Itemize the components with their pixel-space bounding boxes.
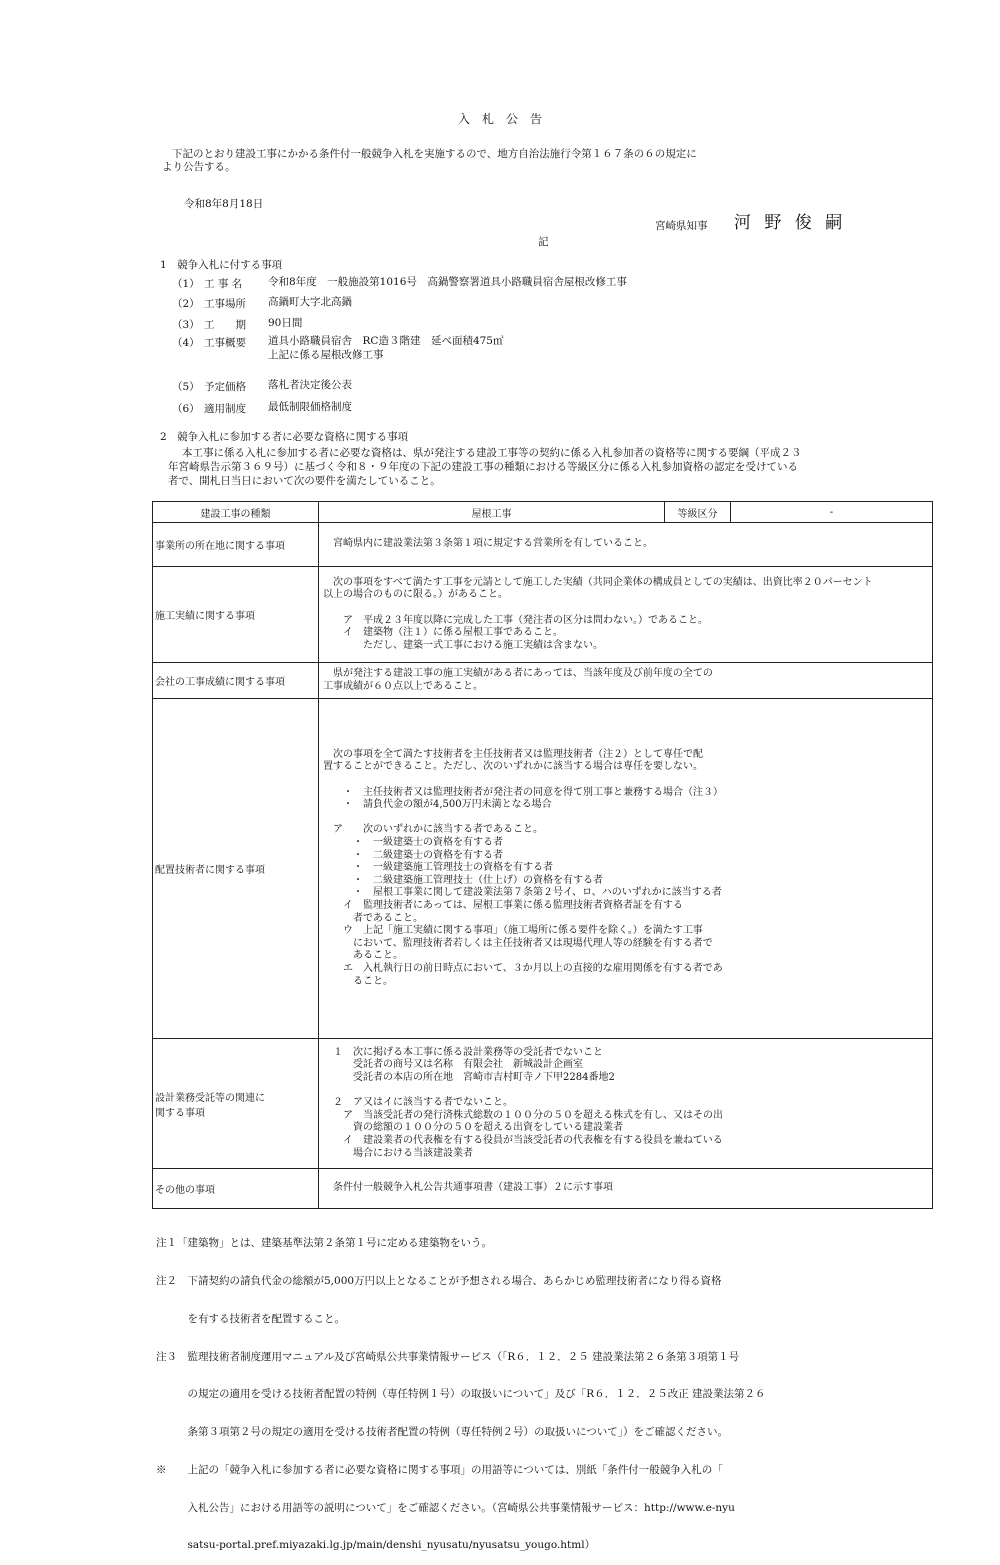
item-value: 90日間: [268, 317, 303, 329]
row-label: 設計業務受託等の関連に 関する事項: [153, 1039, 319, 1169]
item-number: （6）: [172, 403, 200, 415]
item-label: 適用制度: [204, 403, 246, 415]
note-line: 注２ 下請契約の請負代金の総額が5,000万円以上となることが予想される場合、あらかじめ監理技術者になり得る資格: [156, 1274, 722, 1287]
item-number: （5）: [172, 381, 200, 393]
row-label: 施工実績に関する事項: [153, 567, 319, 663]
note-line: satsu-portal.pref.miyazaki.lg.jp/main/denshi_nyusatu/nyusatsu_yougo.html）: [156, 1539, 596, 1552]
note-line: 注３ 監理技術者制度運用マニュアル及び宮崎県公共事業情報サービス（「R６．１２．２５ 建設業法第２６条第３項第１号: [156, 1350, 740, 1363]
row-label: 事業所の所在地に関する事項: [153, 523, 319, 567]
table-row: [153, 1039, 933, 1169]
row-content: 条件付一般競争入札公告共通事項書（建設工事）２に示す事項: [323, 1182, 613, 1194]
kind-value: 屋根工事: [319, 502, 665, 523]
issuer-title: 宮崎県知事: [655, 220, 708, 232]
table-row: [153, 699, 933, 1039]
item-number: （2）: [172, 298, 200, 310]
item-value: 最低制限価格制度: [268, 401, 352, 413]
notice-title: 入 札 公 告: [457, 112, 542, 126]
item-number: （4）: [172, 337, 200, 349]
note-line: 注１「建築物」とは、建築基準法第２条第１号に定める建築物をいう。: [156, 1237, 492, 1250]
item-value: 令和8年度 一般施設第1016号 高鍋警察署道具小路職員宿舎屋根改修工事: [268, 276, 627, 288]
notice-date: 令和8年8月18日: [184, 198, 264, 210]
row-content: １ 次に掲げる本工事に係る設計業務等の受託者でないこと 受託者の商号又は名称 有限会社 新城設計企画室 受託者の本店の所在地 宮崎市吉村町寺ノ下甲2284番地2 ２ ア又はイに該当する者でないこと。 ア 当該受託者の発行済株式総数の１００分の５０を超える株式を有し、又はその出 資の総額の１００分の５０を超える出資をしている建設業者 イ 建設業者の代表権を有する役員が当該受託者の代表権を有する役員を兼ねている 場合における当該建設業者: [332, 1046, 723, 1159]
item-value: 高鍋町大字北高鍋: [268, 296, 352, 308]
section-2-paragraph-line: 者で、開札日当日において次の要件を満たしていること。: [168, 475, 441, 487]
table-row: [153, 523, 933, 567]
requirements-table: [152, 501, 933, 1209]
item-label: 予定価格: [204, 381, 246, 393]
item-number: （1）: [172, 278, 200, 290]
table-row: [153, 567, 933, 663]
table-row: [153, 663, 933, 699]
section-2-paragraph-line: 年宮崎県告示第３６９号）に基づく令和８・９年度の下記の建設工事の種類における等級区分に係る入札参加資格の認定を受けている: [168, 461, 798, 473]
grade-value: -: [731, 502, 933, 523]
intro-line-1: 下記のとおり建設工事にかかる条件付一般競争入札を実施するので、地方自治法施行令第１６７条の６の規定に: [172, 148, 697, 160]
issuer-name: 河 野 俊 嗣: [734, 213, 847, 233]
note-line: を有する技術者を配置すること。: [156, 1312, 345, 1325]
row-label: 配置技術者に関する事項: [153, 699, 319, 1039]
item-value: 落札者決定後公表: [268, 379, 352, 391]
intro-line-2: より公告する。: [162, 161, 236, 173]
item-value: 道具小路職員宿舎 RC造３階建 延べ面積475㎡ 上記に係る屋根改修工事: [268, 335, 504, 361]
section-2-paragraph-line: 本工事に係る入札に参加する者に必要な資格は、県が発注する建設工事等の契約に係る入札参加者の資格等に関する要綱（平成２３: [182, 447, 802, 459]
row-label: その他の事項: [153, 1169, 319, 1209]
notes: [156, 1212, 766, 1565]
item-label: 工事場所: [204, 298, 246, 310]
item-label: 工 期: [204, 319, 246, 331]
kind-label: 建設工事の種類: [153, 502, 319, 523]
item-label: 工 事 名: [204, 278, 243, 290]
note-line: ※ 上記の「競争入札に参加する者に必要な資格に関する事項」の用語等については、別紙「条件付一般競争入札の「: [156, 1463, 723, 1476]
table-row: [153, 1169, 933, 1209]
note-line: 条第３項第２号の規定の適用を受ける技術者配置の特例（専任特例２号）の取扱いについて」）をご確認ください。: [156, 1426, 729, 1439]
row-content: 県が発注する建設工事の施工実績がある者にあっては、当該年度及び前年度の全ての 工事成績が６０点以上であること。: [323, 667, 713, 692]
row-content: 次の事項を全て満たす技術者を主任技術者又は監理技術者（注２）として専任で配 置することができること。ただし、次のいずれかに該当する場合は専任を要しない。 ・ 主任技術者又は監理技術者が発注者の同意を得て別工事と兼務する場合（注３） ・ 請負代金の額が4,500万円未満となる場合 ア 次のいずれかに該当する者であること。 ・ 一級建築士の資格を有する者 ・ 二級建築士の資格を有する者 ・ 一級建築施工管理技士の資格を有する者 ・ 二級建築施工管理技士（仕上げ）の資格を有する者 ・ 屋根工事業に関して建設業法第７条第２号イ、ロ、ハのいずれかに該当する者 イ 監理技術者にあっては、屋根工事業に係る監理技術者資格者証を有する 者であること。 ウ 上記「施工実績に関する事項」（施工場所に係る要件を除く。）を満たす工事 において、監理技術者若しくは主任技術者又は現場代理人等の経験を有する者で あること。 エ 入札執行日の前日時点において、３か月以上の直接的な雇用関係を有する者であ ること。: [323, 748, 723, 987]
item-label: 工事概要: [204, 337, 246, 349]
note-line: の規定の適用を受ける技術者配置の特例（専任特例１号）の取扱いについて」及び「R６．１２．２５改正 建設業法第２６: [156, 1388, 766, 1401]
row-content: 次の事項をすべて満たす工事を元請として施工した実績（共同企業体の構成員としての実績は、出資比率２０パーセント 以上の場合のものに限る。）があること。 ア 平成２３年度以降に完成した工事（発注者の区分は問わない。）であること。 イ 建築物（注１）に係る屋根工事であること。 ただし、建築一式工事における施工実績は含まない。: [323, 576, 873, 651]
row-label: 会社の工事成績に関する事項: [153, 663, 319, 699]
item-number: （3）: [172, 319, 200, 331]
table-header-row: [153, 502, 933, 523]
row-content: 宮崎県内に建設業法第３条第１項に規定する営業所を有していること。: [323, 538, 653, 550]
section-1-heading: 1 競争入札に付する事項: [160, 259, 283, 271]
ki-marker: 記: [538, 236, 549, 248]
section-2-heading: 2 競争入札に参加する者に必要な資格に関する事項: [160, 431, 409, 443]
grade-label: 等級区分: [665, 502, 731, 523]
note-line: 入札公告」における用語等の説明について」をご確認ください。（宮崎県公共事業情報サービス：http://www.e-nyu: [156, 1501, 735, 1514]
